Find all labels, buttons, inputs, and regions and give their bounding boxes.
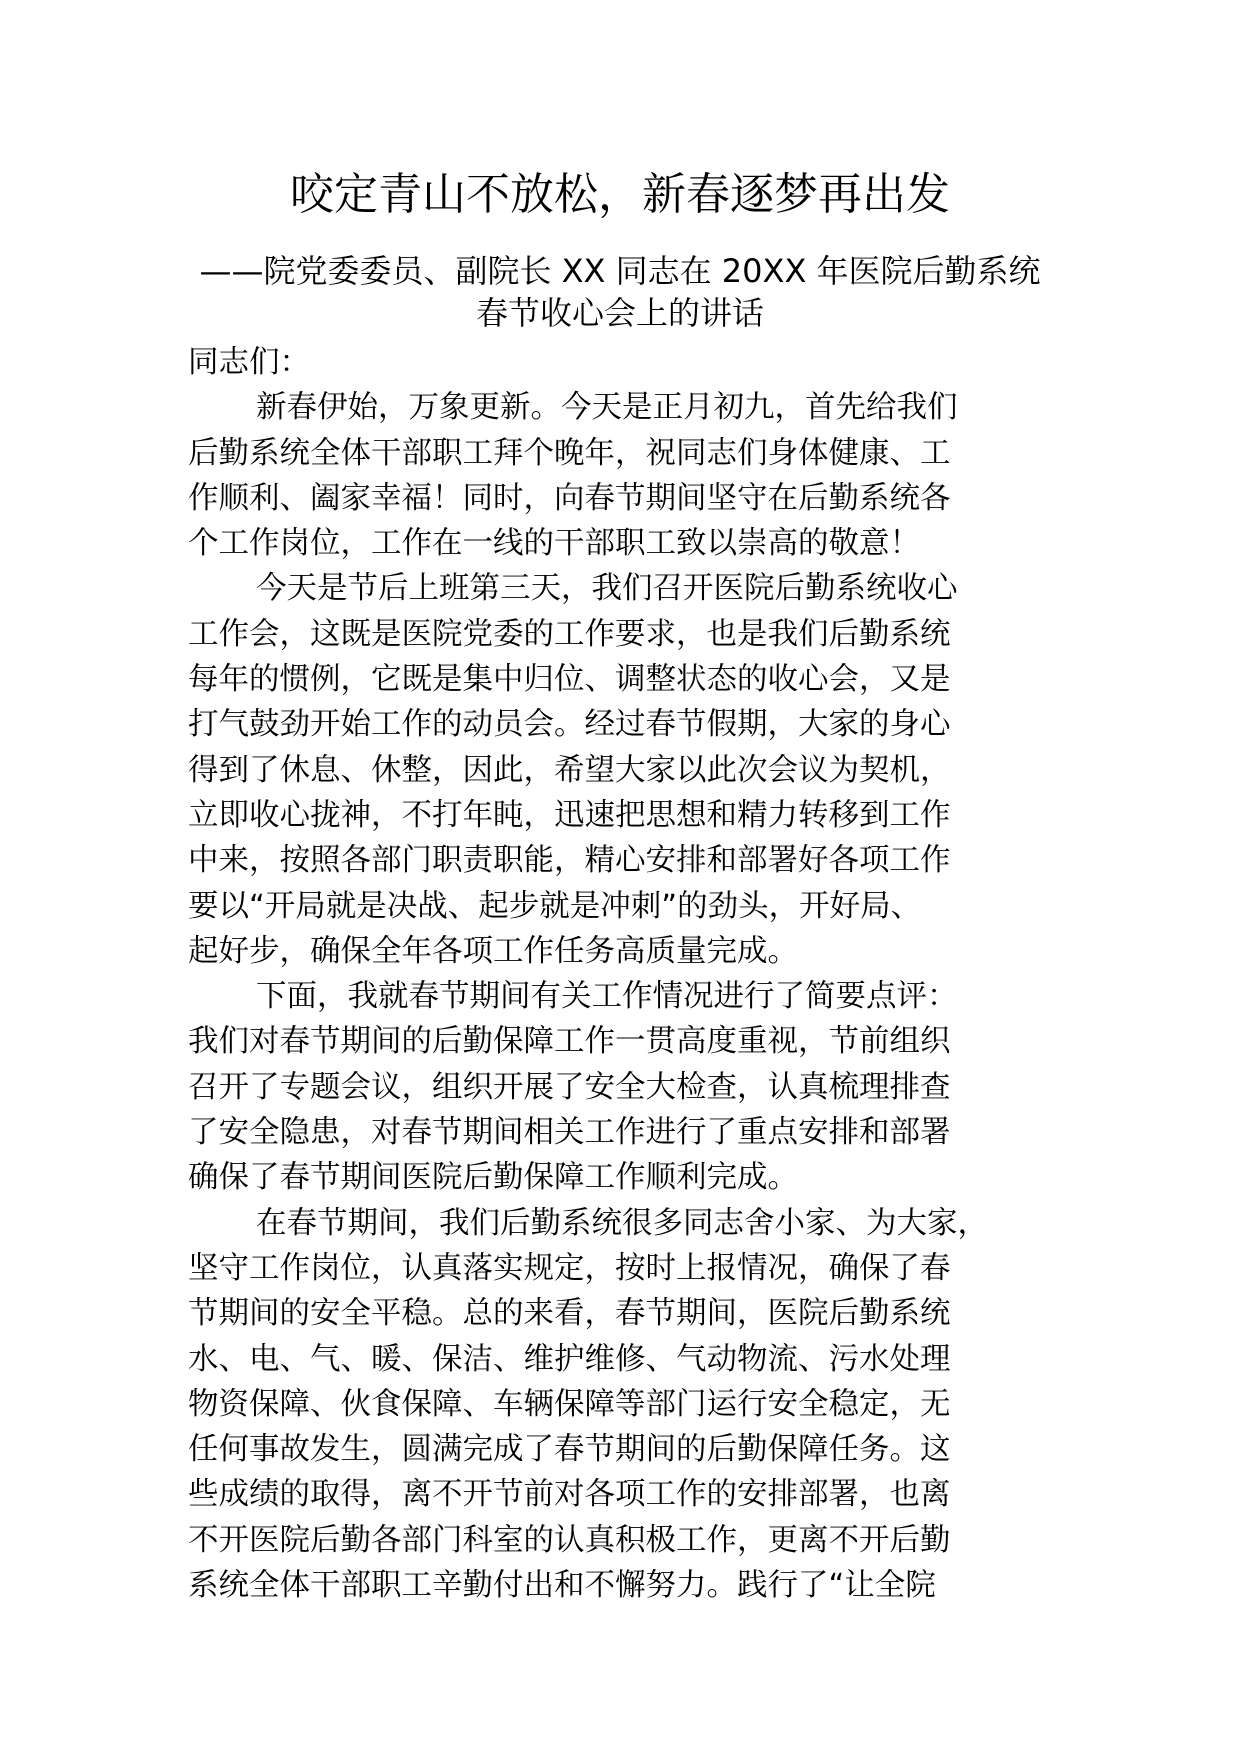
body-text-line: 要以“开局就是决战、起步就是冲刺”的劲头，开好局、 (188, 888, 922, 924)
body-text-line: 不开医院后勤各部门科室的认真积极工作，更离不开后勤 (188, 1522, 951, 1558)
body-text-line: 任何事故发生，圆满完成了春节期间的后勤保障任务。这 (188, 1432, 951, 1468)
body-text-line: 些成绩的取得，离不开节前对各项工作的安排部署，也离 (188, 1477, 951, 1513)
body-text-line: 新春伊始，万象更新。今天是正月初九，首先给我们 (256, 390, 958, 426)
body-text-line: 每年的惯例，它既是集中归位、调整状态的收心会，又是 (188, 662, 951, 698)
body-text-line: 物资保障、伙食保障、车辆保障等部门运行安全稳定，无 (188, 1386, 951, 1422)
body-text-line: 召开了专题会议，组织开展了安全大检查，认真梳理排查 (188, 1069, 951, 1105)
body-text-line: 作顺利、阖家幸福！同时，向春节期间坚守在后勤系统各 (188, 480, 951, 516)
body-text-line: 我们对春节期间的后勤保障工作一贯高度重视，节前组织 (188, 1024, 951, 1060)
body-text-line: 起好步，确保全年各项工作任务高质量完成。 (188, 933, 798, 969)
body-text-line: 同志们： (188, 345, 310, 380)
body-text-line: 了安全隐患，对春节期间相关工作进行了重点安排和部署 (188, 1115, 951, 1151)
body-text-line: 坚守工作岗位，认真落实规定，按时上报情况，确保了春 (188, 1250, 951, 1286)
body-text-line: 下面，我就春节期间有关工作情况进行了简要点评： (256, 979, 958, 1015)
body-text-line: 水、电、气、暖、保洁、维护维修、气动物流、污水处理 (188, 1341, 951, 1377)
body-text-line: 确保了春节期间医院后勤保障工作顺利完成。 (188, 1160, 798, 1196)
document-body (188, 340, 1088, 1608)
body-text-line: 个工作岗位，工作在一线的干部职工致以崇高的敬意！ (188, 526, 920, 562)
body-text-line: 在春节期间，我们后勤系统很多同志舍小家、为大家， (256, 1205, 988, 1241)
document-title: 咬定青山不放松，新春逐梦再出发 (290, 169, 950, 220)
body-text-line: 得到了休息、休整，因此，希望大家以此次会议为契机， (188, 752, 951, 788)
body-text-line: 后勤系统全体干部职工拜个晚年，祝同志们身体健康、工 (188, 435, 951, 471)
document-subtitle-line-1: ——院党委委员、副院长 XX 同志在 20XX 年医院后勤系统 (199, 252, 1041, 290)
document-subtitle-line-2: 春节收心会上的讲话 (475, 294, 764, 332)
body-text-line: 中来，按照各部门职责职能，精心安排和部署好各项工作 (188, 843, 951, 879)
body-text-line: 工作会，这既是医院党委的工作要求，也是我们后勤系统 (188, 616, 951, 652)
body-text-line: 立即收心拢神，不打年盹，迅速把思想和精力转移到工作 (188, 797, 951, 833)
body-text-line: 节期间的安全平稳。总的来看，春节期间，医院后勤系统 (188, 1296, 951, 1332)
body-text-line: 系统全体干部职工辛勤付出和不懈努力。践行了“让全院 (188, 1568, 936, 1604)
body-text-line: 打气鼓劲开始工作的动员会。经过春节假期，大家的身心 (188, 707, 951, 743)
body-text-line: 今天是节后上班第三天，我们召开医院后勤系统收心 (256, 571, 958, 607)
